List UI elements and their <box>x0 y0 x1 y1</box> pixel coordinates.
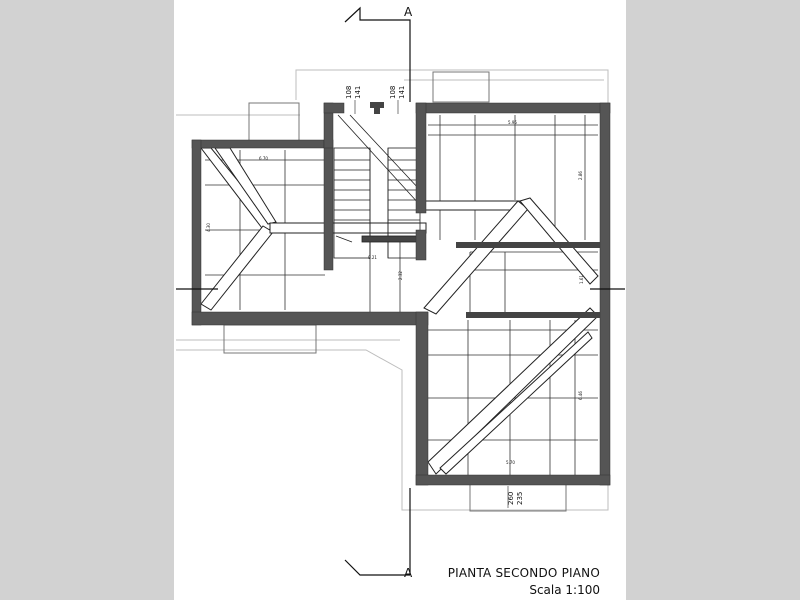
dim-room-right-height: 2.86 <box>578 171 583 180</box>
section-label-top: A <box>404 5 413 19</box>
dim-room-right-mid: 1.61 <box>579 275 584 284</box>
roof-outline <box>176 70 608 510</box>
drawing-title: PIANTA SECONDO PIANO <box>447 566 600 580</box>
section-label-bottom: A <box>404 566 413 580</box>
dim-room-right-width: 5.95 <box>508 120 517 125</box>
staircase <box>334 115 422 258</box>
dim-room-mid-b: 2.32 <box>398 271 403 280</box>
dim-stair-left-inner: 141 <box>354 85 362 99</box>
rafters <box>201 148 598 474</box>
dim-stair-right-outer: 108 <box>389 85 397 99</box>
dim-room-mid-a: 0.21 <box>368 255 377 260</box>
dim-room-lower-height: 6.46 <box>578 391 583 400</box>
dim-stair-right-inner: 141 <box>398 85 406 99</box>
dim-room-left-width: 6.70 <box>259 156 268 161</box>
dimension-labels <box>206 86 584 505</box>
dim-bottom-inner: 235 <box>516 491 524 505</box>
dim-stair-left-outer: 108 <box>345 85 353 99</box>
drawing-scale: Scala 1:100 <box>529 583 600 597</box>
dim-room-left-side: 4.30 <box>206 223 211 232</box>
dim-room-lower-width: 5.70 <box>506 460 515 465</box>
dim-bottom-outer: 260 <box>507 491 515 505</box>
